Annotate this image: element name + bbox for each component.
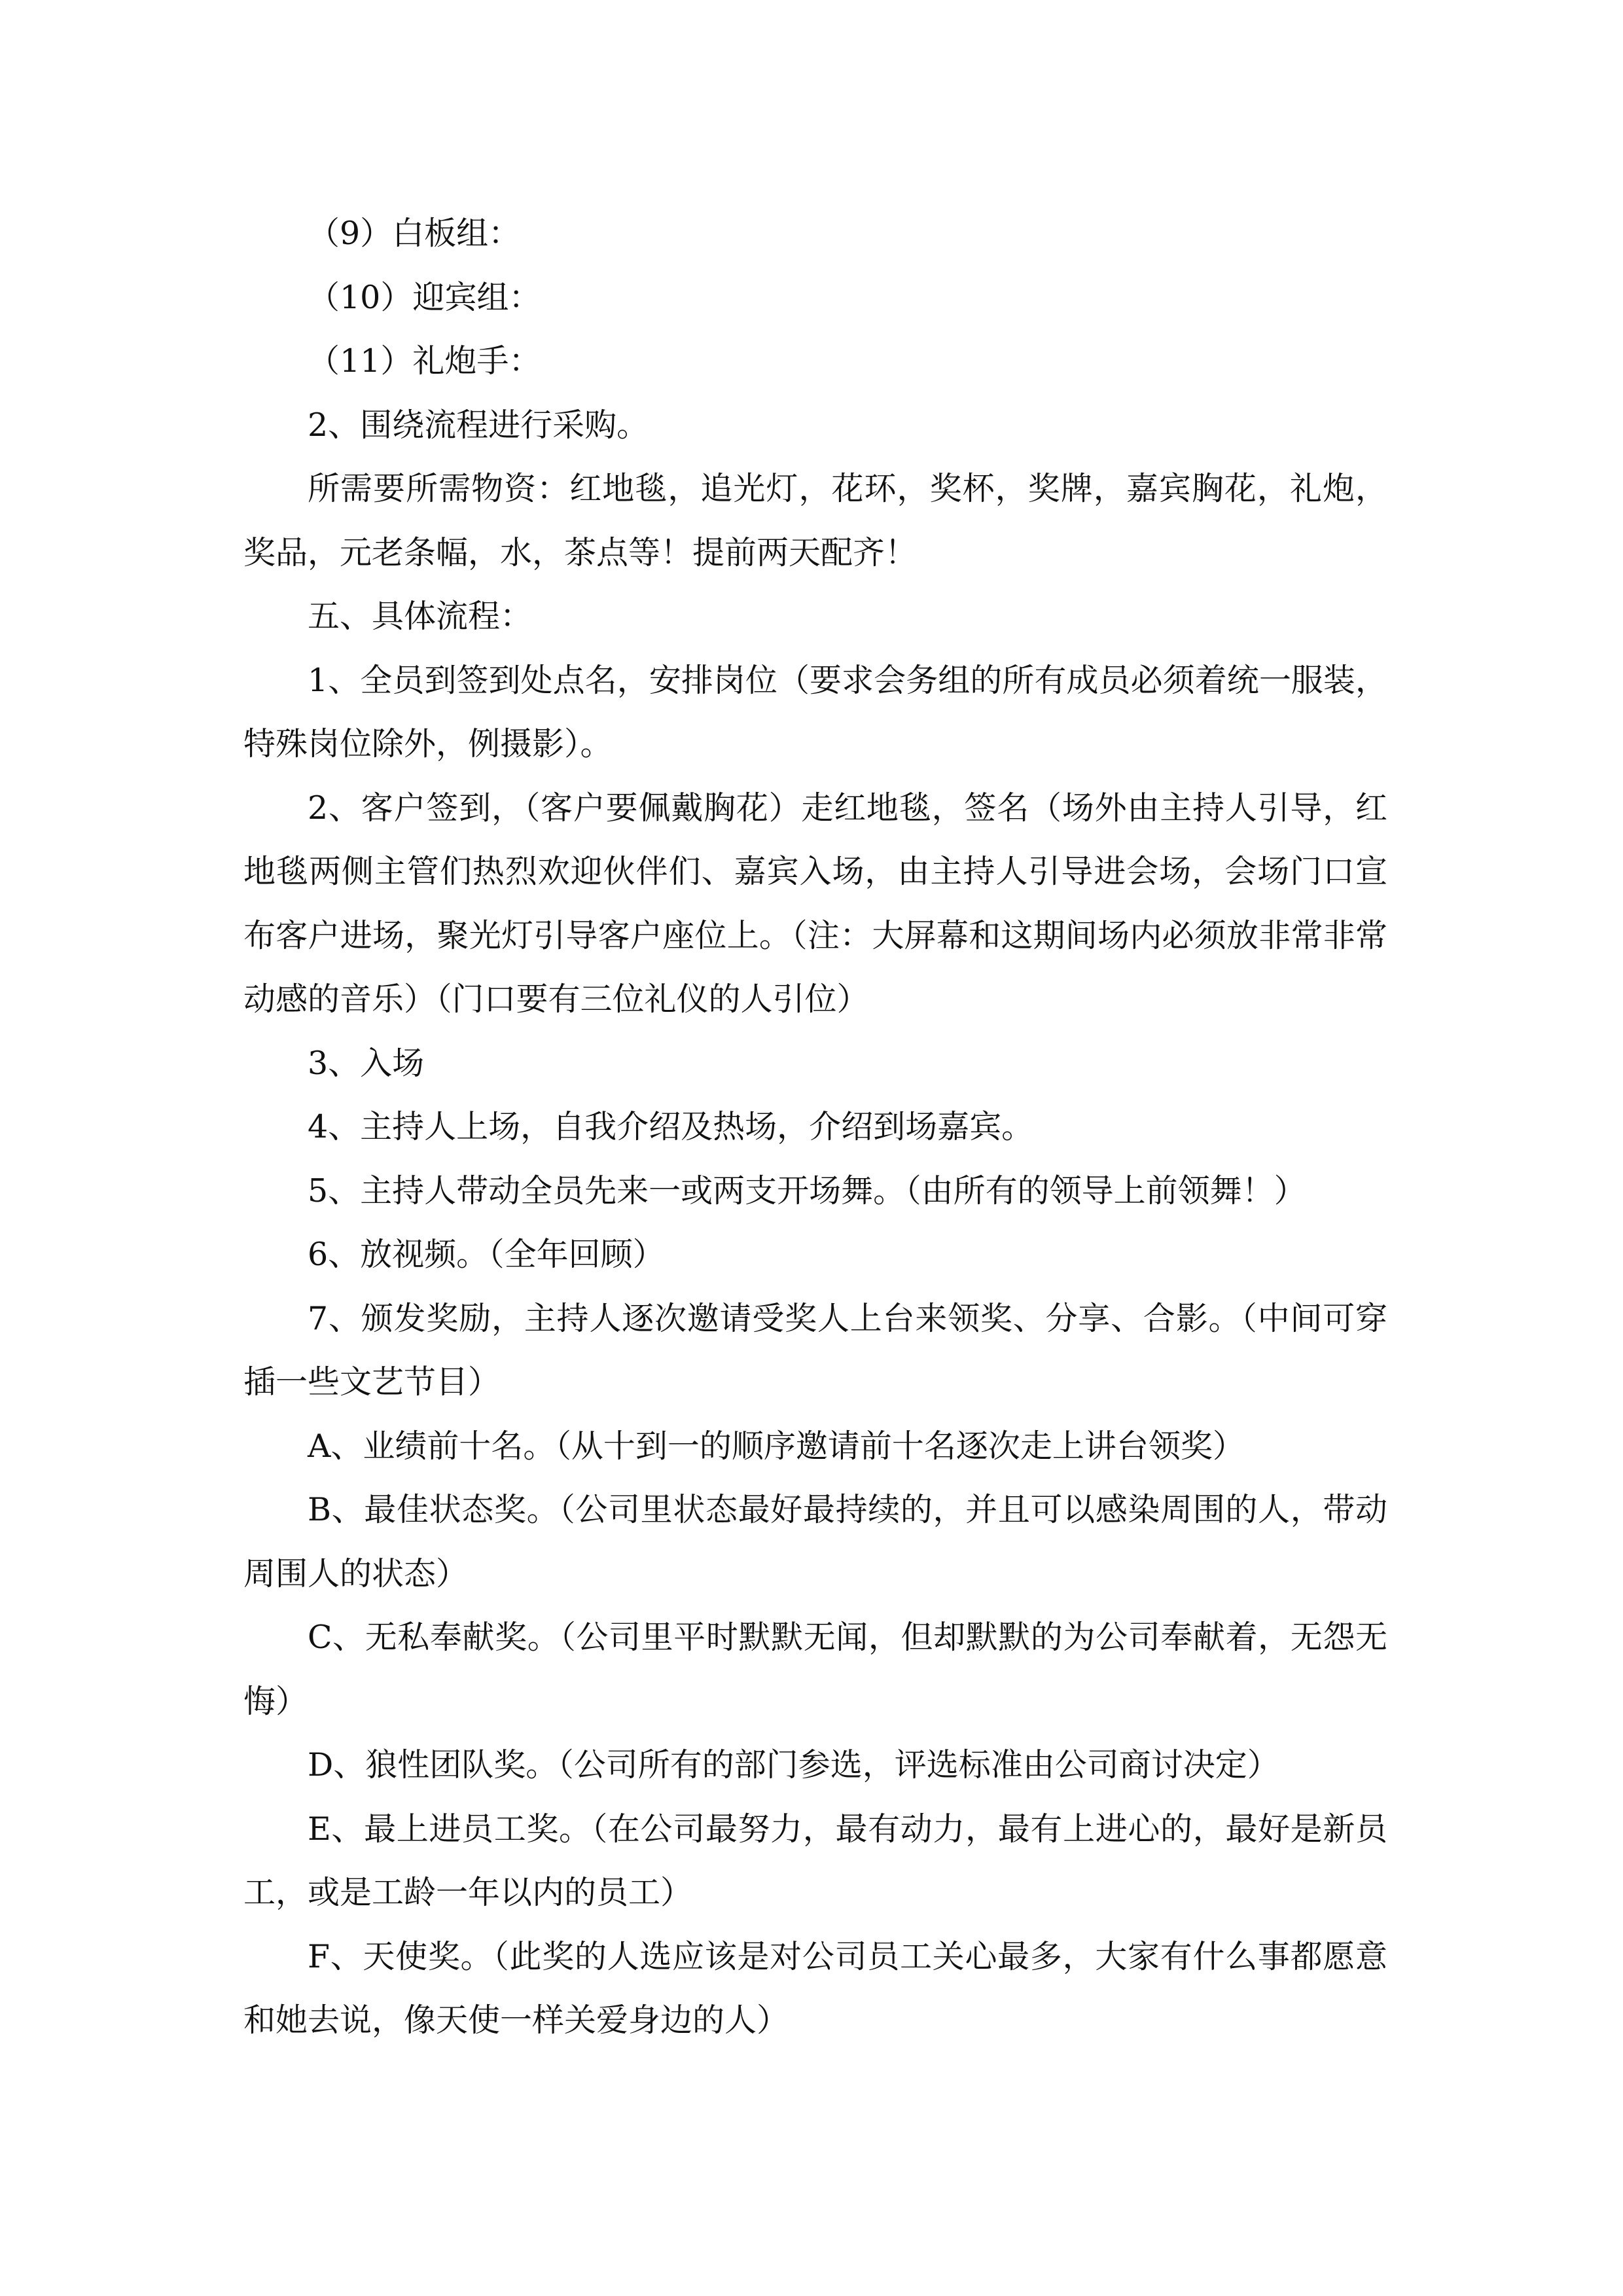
paragraph-procurement-heading: 2、围绕流程进行采购。 — [308, 406, 649, 444]
section-heading-process: 五、具体流程： — [308, 598, 533, 635]
document-body — [243, 202, 1387, 2053]
paragraph-salute-cannon: （11）礼炮手： — [308, 342, 541, 380]
paragraph-step-7: 7、颁发奖励，主持人逐次邀请受奖人上台来领奖、分享、合影。（中间可穿插一些文艺节目） — [243, 1299, 1387, 1401]
paragraph-award-b: B、最佳状态奖。（公司里状态最好最持续的，并且可以感染周围的人，带动周围人的状态） — [243, 1491, 1387, 1592]
paragraph-materials: 所需要所需物资：红地毯，追光灯，花环，奖杯，奖牌，嘉宾胸花，礼炮，奖品，元老条幅，水，茶点等！提前两天配齐！ — [243, 470, 1387, 571]
paragraph-award-d: D、狼性团队奖。（公司所有的部门参选，评选标准由公司商讨决定） — [308, 1746, 1279, 1784]
paragraph-award-c: C、无私奉献奖。（公司里平时默默无闻，但却默默的为公司奉献着，无怨无悔） — [243, 1619, 1387, 1720]
paragraph-whiteboard-group: （9）白板组： — [308, 215, 521, 252]
paragraph-welcome-group: （10）迎宾组： — [308, 278, 541, 316]
paragraph-step-4: 4、主持人上场，自我介绍及热场，介绍到场嘉宾。 — [308, 1108, 1034, 1145]
paragraph-step-2: 2、客户签到，（客户要佩戴胸花）走红地毯，签名（场外由主持人引导，红地毯两侧主管们热烈欢迎伙伴们、嘉宾入场，由主持人引导进会场，会场门口宣布客户进场，聚光灯引导客户座位上。（注：大屏幕和这期间场内必须放非常非常动感的音乐）（门口要有三位礼仪的人引位） — [243, 789, 1387, 1018]
paragraph-award-a: A、业绩前十名。（从十到一的顺序邀请前十名逐次走上讲台领奖） — [308, 1427, 1245, 1465]
paragraph-step-3: 3、入场 — [308, 1044, 425, 1082]
paragraph-step-6: 6、放视频。（全年回顾） — [308, 1236, 665, 1273]
paragraph-award-e: E、最上进员工奖。（在公司最努力，最有动力，最有上进心的，最好是新员工，或是工龄一年以内的员工） — [243, 1810, 1387, 1911]
paragraph-step-1: 1、全员到签到处点名，安排岗位（要求会务组的所有成员必须着统一服装，特殊岗位除外，例摄影）。 — [243, 661, 1387, 762]
paragraph-step-5: 5、主持人带动全员先来一或两支开场舞。（由所有的领导上前领舞！） — [308, 1172, 1306, 1210]
paragraph-award-f: F、天使奖。（此奖的人选应该是对公司员工关心最多，大家有什么事都愿意和她去说，像天使一样关爱身边的人） — [243, 1937, 1387, 2039]
